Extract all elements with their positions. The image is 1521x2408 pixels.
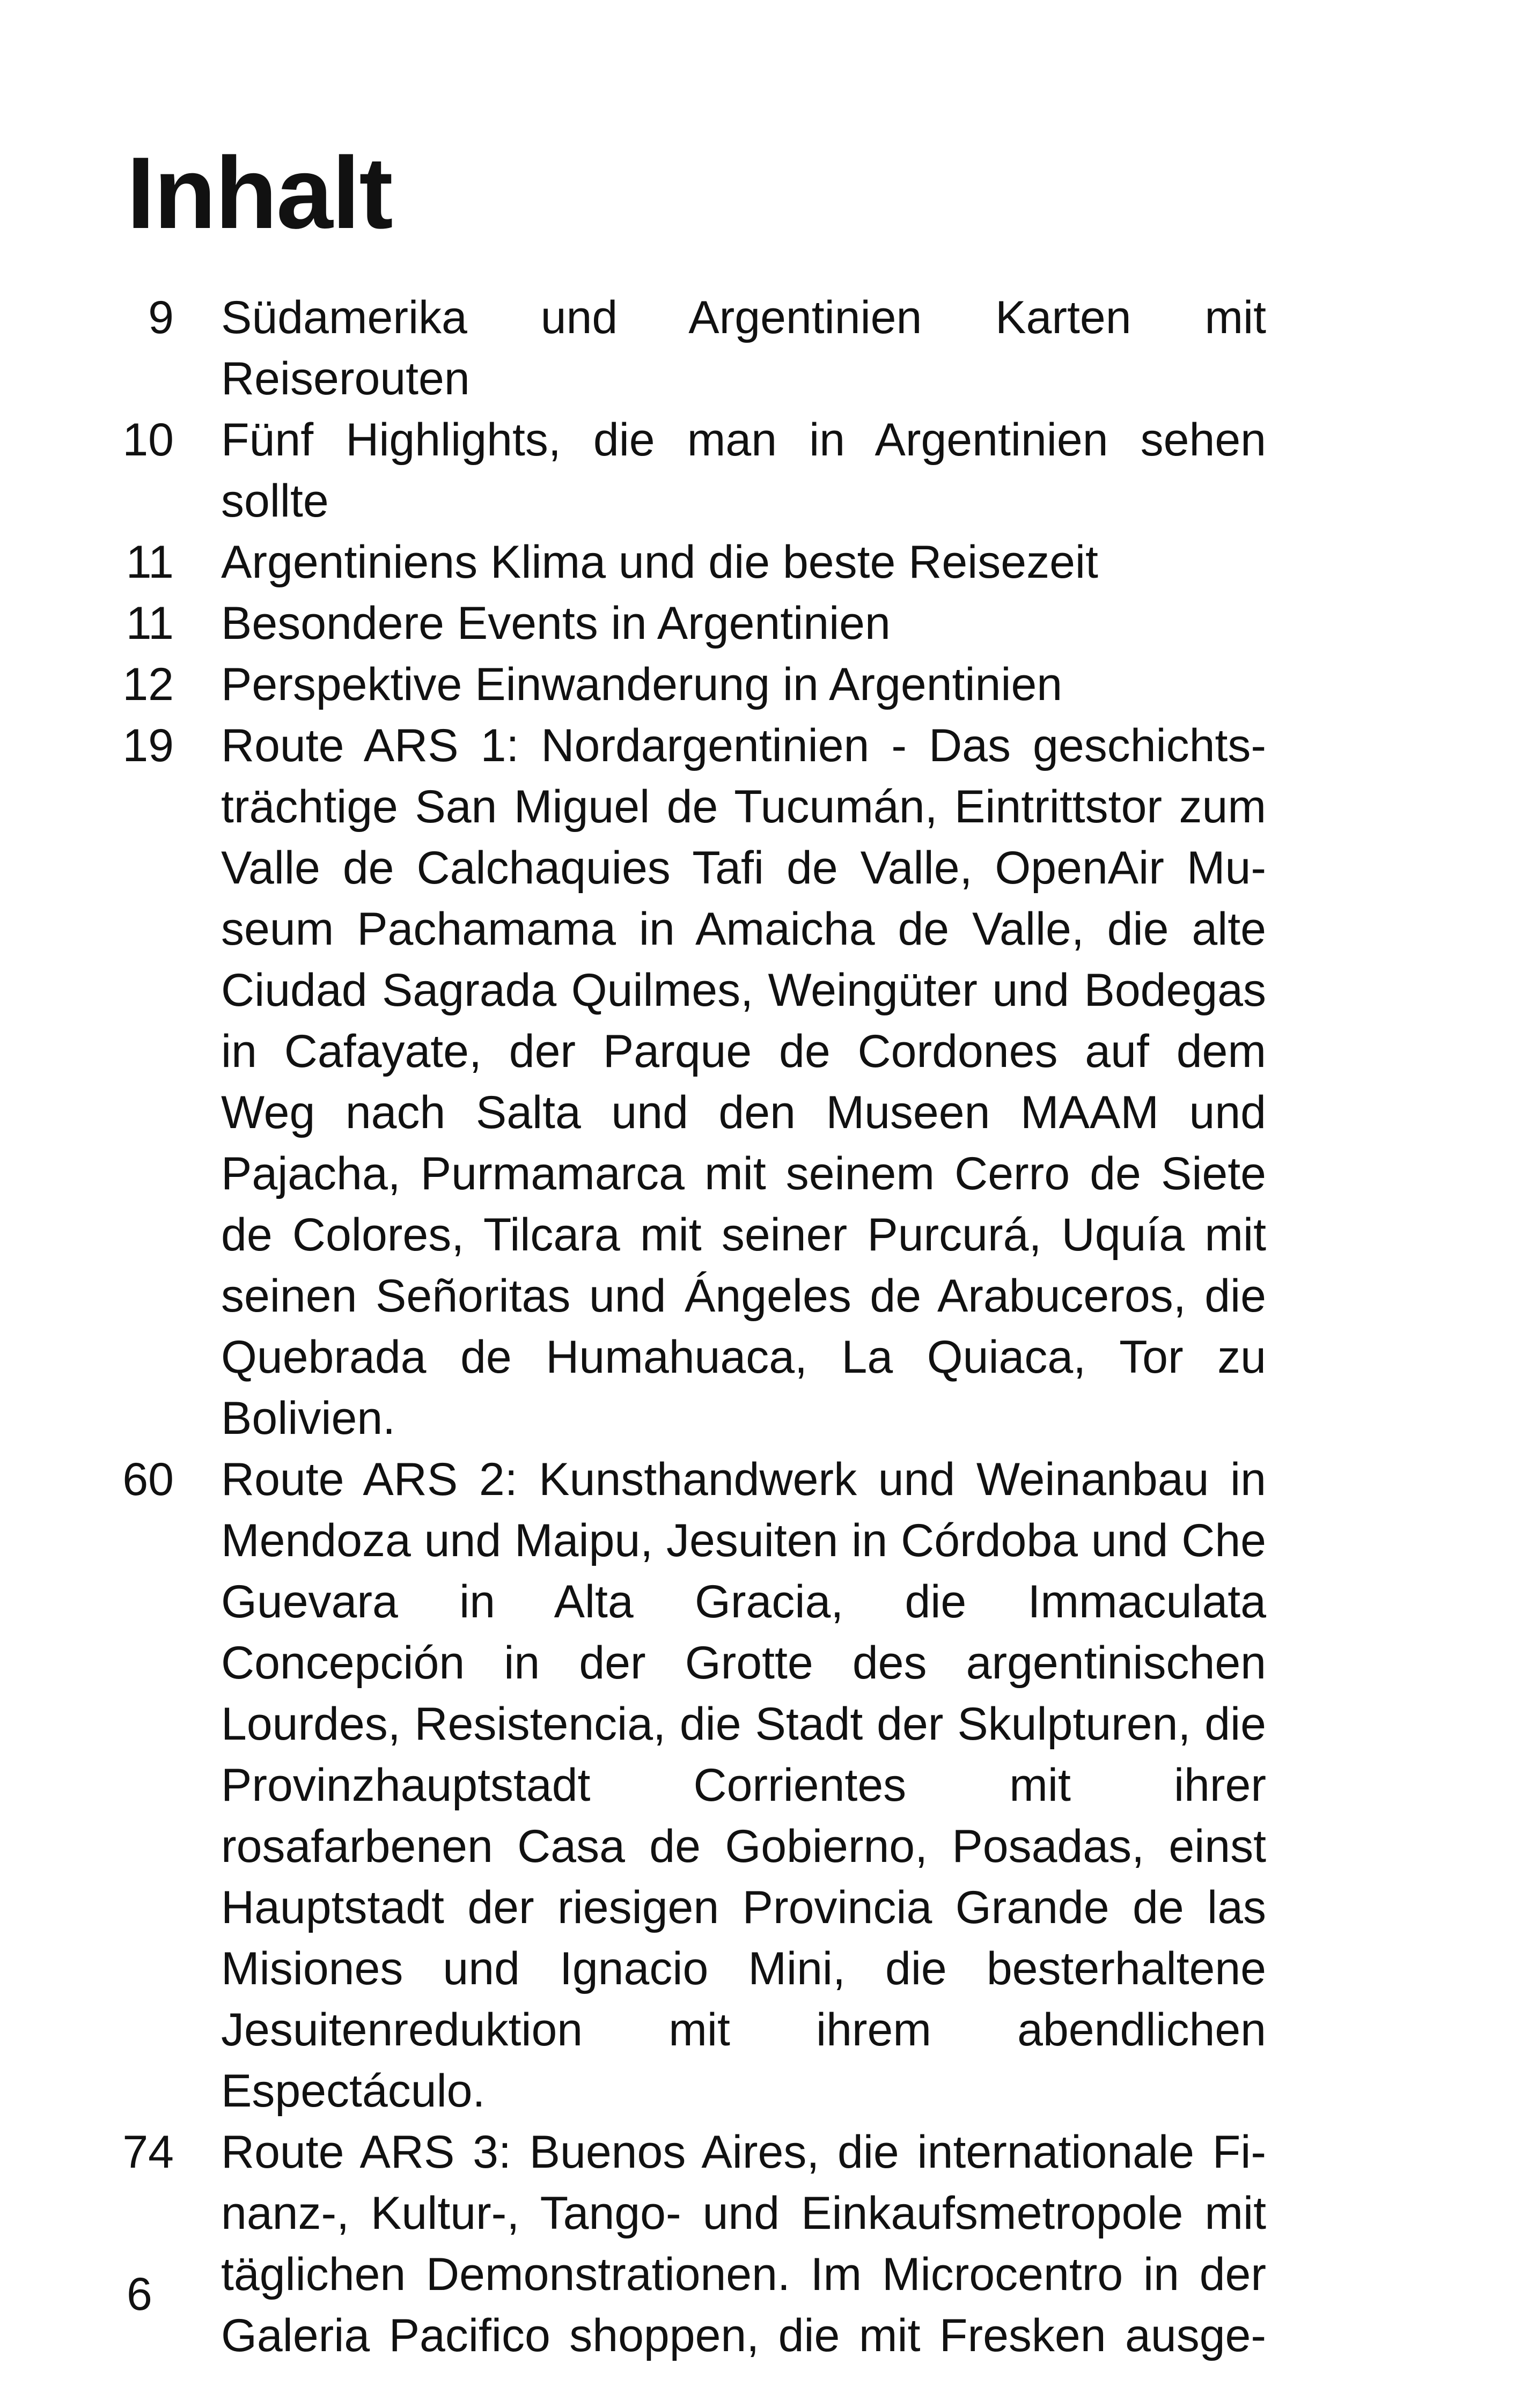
toc-entry [107,409,1266,532]
page-title: Inhalt [127,136,392,250]
toc-entry-text: Route ARS 2: Kunsthandwerk und Weinanbau in Mendoza und Maipu, Jesuiten in Córdoba und Che Guevara in Alta Gracia, die Immaculata Concepción in der Grotte des argentinischen Lourdes, Resistencia, die Stadt der Skulpturen, die Provinzhauptstadt Corrientes mit ihrer rosafarbenen Casa de Gobierno, Posadas, einst Hauptstadt der riesigen Provincia Grande de las Misiones und Ignacio Mini, die besterhaltene Jesuitenreduktion mit ihrem abendlichen Espectáculo. [221,1454,1266,2117]
table-of-contents [107,287,1266,2366]
toc-entry [107,654,1266,715]
toc-entry-text: Route ARS 1: Nordargentinien - Das geschichtsträchtige San Miguel de Tucumán, Eintrittstor zum Valle de Calchaquies Tafi de Valle, OpenAir Museum Pachamama in Amaicha de Valle, die alte Ciudad Sagrada Quilmes, Weingüter und Bodegas in Cafayate, der Parque de Cordones auf dem Weg nach Salta und den Museen MAAM und Pajacha, Purmamarca mit seinem Cerro de Siete de Colores, Tilcara mit seiner Purcurá, Uquía mit seinen Señoritas und Ángeles de Arabuceros, die Quebrada de Humahuaca, La Quiaca, Tor zu Bolivien. [221,720,1266,1444]
toc-entry-text: Fünf Highlights, die man in Argentinien sehen sollte [221,414,1266,527]
toc-entry [107,287,1266,409]
toc-entry-text: Südamerika und Argentinien Karten mit Reiserouten [221,292,1266,404]
toc-page-number: 11 [126,598,174,649]
toc-entry [107,532,1266,593]
toc-entry [107,715,1266,1449]
page-number: 6 [127,2269,152,2320]
toc-entry [107,1449,1266,2122]
toc-page-number: 19 [122,720,174,771]
toc-page-number: 74 [122,2126,174,2178]
toc-entry-text: Perspektive Einwanderung in Argentinien [221,659,1063,710]
toc-entry [107,593,1266,654]
toc-page-number: 11 [126,536,174,588]
toc-entry-text: Argentiniens Klima und die beste Reisezeit [221,536,1098,588]
toc-entry [107,2122,1266,2366]
toc-page-number: 9 [148,292,174,343]
toc-page-number: 60 [122,1454,174,1505]
toc-entry-text: Besondere Events in Argentinien [221,598,891,649]
toc-entry-text: Route ARS 3: Buenos Aires, die internationale Finanz-, Kultur-, Tango- und Einkaufsmetropole mit täglichen Demonstrationen. Im Microcentro in der Galeria Pacifico shoppen, die mit Fresken ausge- [221,2126,1266,2361]
toc-page-number: 12 [122,659,174,710]
toc-page-number: 10 [122,414,174,466]
